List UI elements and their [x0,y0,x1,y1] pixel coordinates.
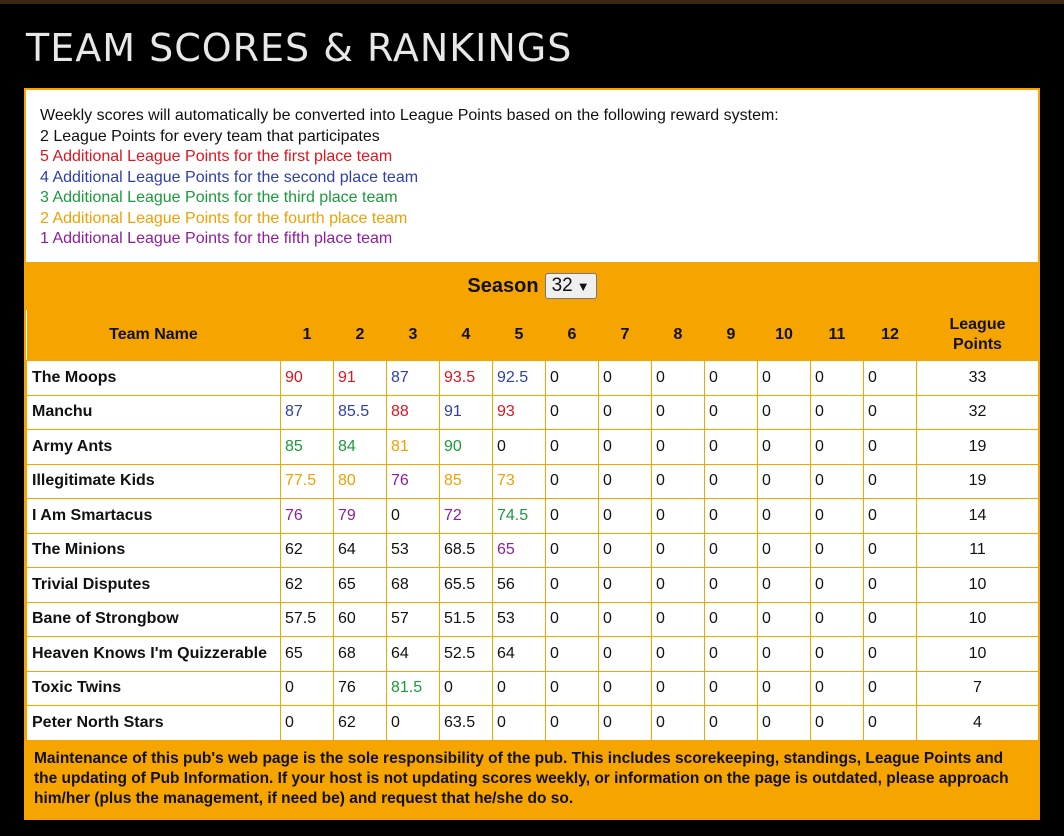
week-score: 79 [334,499,387,534]
maintenance-notice: Maintenance of this pub's web page is the sole responsibility of the pub. This includes scorekeeping, standings, League Points and the updating of Pub Information. If your host is not updating scores weekly, or information on the page is outdated, please approach him/her (plus the management, if need be) and request that he/she do so. [26,741,1038,819]
week-score: 76 [281,499,334,534]
week-score: 0 [652,706,705,741]
season-select[interactable] [545,273,597,299]
week-score: 53 [387,533,440,568]
week-score: 0 [546,568,599,603]
week-score: 0 [652,464,705,499]
league-points: 11 [917,533,1039,568]
week-score: 0 [705,671,758,706]
table-header-row [27,310,1039,361]
team-name: Peter North Stars [27,706,281,741]
reward-line: 4 Additional League Points for the second place team [40,168,419,186]
league-points: 10 [917,568,1039,603]
week-score: 0 [864,706,917,741]
reward-line: 1 Additional League Points for the fifth place team [40,230,393,247]
week-score: 73 [493,464,546,499]
week-score: 0 [652,361,705,396]
week-score: 0 [546,706,599,741]
week-score: 76 [334,671,387,706]
header-week: 3 [387,310,440,361]
week-score: 80 [334,464,387,499]
week-score: 68.5 [440,533,493,568]
week-score: 0 [546,464,599,499]
week-score: 0 [546,499,599,534]
week-score: 0 [652,430,705,465]
week-score: 0 [546,395,599,430]
week-score: 53 [493,602,546,637]
week-score: 65.5 [440,568,493,603]
week-score: 0 [599,395,652,430]
week-score: 0 [864,637,917,672]
week-score: 0 [864,395,917,430]
week-score: 68 [334,637,387,672]
week-score: 65 [493,533,546,568]
week-score: 0 [758,430,811,465]
week-score: 0 [758,361,811,396]
week-score: 0 [705,706,758,741]
week-score: 91 [334,361,387,396]
season-label: Season [467,274,539,297]
week-score: 0 [758,671,811,706]
week-score: 56 [493,568,546,603]
table-row [27,602,1039,637]
week-score: 87 [387,361,440,396]
week-score: 0 [599,671,652,706]
week-score: 0 [281,671,334,706]
week-score: 0 [387,499,440,534]
week-score: 0 [811,533,864,568]
week-score: 0 [811,430,864,465]
week-score: 0 [705,637,758,672]
header-week: 4 [440,310,493,361]
week-score: 0 [864,533,917,568]
week-score: 0 [864,568,917,603]
week-score: 0 [811,464,864,499]
table-row [27,499,1039,534]
week-score: 0 [281,706,334,741]
week-score: 0 [705,395,758,430]
table-row [27,671,1039,706]
week-score: 0 [546,361,599,396]
week-score: 0 [811,361,864,396]
week-score: 87 [281,395,334,430]
table-row [27,637,1039,672]
week-score: 63.5 [440,706,493,741]
week-score: 0 [758,568,811,603]
week-score: 0 [864,464,917,499]
week-score: 81 [387,430,440,465]
header-week: 8 [652,310,705,361]
week-score: 0 [864,430,917,465]
week-score: 60 [334,602,387,637]
week-score: 90 [440,430,493,465]
week-score: 0 [652,602,705,637]
week-score: 68 [387,568,440,603]
league-points: 4 [917,706,1039,741]
week-score: 0 [705,361,758,396]
week-score: 93.5 [440,361,493,396]
week-score: 85.5 [334,395,387,430]
league-points: 19 [917,464,1039,499]
reward-line: 2 Additional League Points for the fourth place team [40,209,408,227]
week-score: 64 [334,533,387,568]
team-name: Army Ants [27,430,281,465]
standings-table [26,310,1039,741]
week-score: 0 [705,430,758,465]
week-score: 72 [440,499,493,534]
week-score: 77.5 [281,464,334,499]
week-score: 57 [387,602,440,637]
week-score: 85 [281,430,334,465]
team-name: I Am Smartacus [27,499,281,534]
week-score: 0 [493,706,546,741]
week-score: 0 [864,499,917,534]
reward-line: 3 Additional League Points for the third place team [40,189,398,206]
page-title: TEAM SCORES & RANKINGS [26,26,573,70]
week-score: 0 [599,533,652,568]
week-score: 62 [334,706,387,741]
top-border [0,0,1064,4]
reward-info [26,90,1038,262]
week-score: 0 [758,533,811,568]
season-value: 32 [551,275,573,296]
week-score: 0 [546,602,599,637]
week-score: 0 [599,464,652,499]
header-week: 10 [758,310,811,361]
week-score: 0 [758,602,811,637]
team-name: The Minions [27,533,281,568]
week-score: 0 [652,671,705,706]
week-score: 85 [440,464,493,499]
season-bar [26,262,1038,310]
table-body [27,361,1039,741]
league-points: 10 [917,602,1039,637]
week-score: 0 [758,706,811,741]
week-score: 0 [758,464,811,499]
week-score: 0 [599,706,652,741]
week-score: 0 [705,499,758,534]
week-score: 0 [546,671,599,706]
week-score: 0 [440,671,493,706]
team-name: Manchu [27,395,281,430]
week-score: 0 [599,637,652,672]
week-score: 52.5 [440,637,493,672]
week-score: 0 [705,464,758,499]
team-name: Illegitimate Kids [27,464,281,499]
league-points: 14 [917,499,1039,534]
week-score: 0 [652,499,705,534]
week-score: 0 [758,499,811,534]
week-score: 0 [599,361,652,396]
week-score: 0 [546,637,599,672]
team-name: Trivial Disputes [27,568,281,603]
header-week: 5 [493,310,546,361]
week-score: 0 [864,671,917,706]
week-score: 0 [864,361,917,396]
week-score: 0 [652,568,705,603]
table-row [27,464,1039,499]
week-score: 0 [546,533,599,568]
week-score: 0 [864,602,917,637]
week-score: 0 [652,395,705,430]
week-score: 51.5 [440,602,493,637]
header-week: 1 [281,310,334,361]
week-score: 0 [599,568,652,603]
week-score: 0 [705,602,758,637]
week-score: 0 [811,706,864,741]
header-week: 2 [334,310,387,361]
week-score: 0 [811,637,864,672]
team-name: Heaven Knows I'm Quizzerable [27,637,281,672]
league-points: 10 [917,637,1039,672]
week-score: 0 [599,499,652,534]
week-score: 92.5 [493,361,546,396]
league-points: 19 [917,430,1039,465]
week-score: 0 [811,602,864,637]
week-score: 0 [811,499,864,534]
week-score: 0 [758,637,811,672]
league-points: 7 [917,671,1039,706]
scores-panel [24,88,1040,820]
dropdown-arrow-icon: ▼ [576,278,590,294]
header-team-name: Team Name [27,310,281,361]
week-score: 0 [493,430,546,465]
table-row [27,533,1039,568]
week-score: 0 [811,395,864,430]
header-week: 11 [811,310,864,361]
week-score: 84 [334,430,387,465]
week-score: 0 [599,430,652,465]
team-name: The Moops [27,361,281,396]
week-score: 0 [705,533,758,568]
week-score: 0 [493,671,546,706]
team-name: Toxic Twins [27,671,281,706]
week-score: 62 [281,533,334,568]
league-points: 32 [917,395,1039,430]
reward-line: Weekly scores will automatically be converted into League Points based on the following reward system: [40,107,779,124]
week-score: 0 [652,637,705,672]
week-score: 74.5 [493,499,546,534]
header-week: 7 [599,310,652,361]
week-score: 64 [493,637,546,672]
week-score: 81.5 [387,671,440,706]
week-score: 0 [546,430,599,465]
week-score: 0 [652,533,705,568]
week-score: 62 [281,568,334,603]
reward-line: 5 Additional League Points for the first place team [40,148,393,165]
week-score: 0 [811,671,864,706]
header-week: 6 [546,310,599,361]
header-week: 9 [705,310,758,361]
table-row [27,361,1039,396]
table-row [27,568,1039,603]
league-points: 33 [917,361,1039,396]
week-score: 88 [387,395,440,430]
table-row [27,706,1039,741]
week-score: 0 [387,706,440,741]
week-score: 57.5 [281,602,334,637]
reward-line: 2 League Points for every team that participates [40,127,380,145]
week-score: 64 [387,637,440,672]
week-score: 0 [705,568,758,603]
week-score: 90 [281,361,334,396]
week-score: 0 [599,602,652,637]
week-score: 91 [440,395,493,430]
week-score: 0 [758,395,811,430]
week-score: 0 [811,568,864,603]
header-league-points: League Points [917,310,1039,361]
week-score: 76 [387,464,440,499]
header-week: 12 [864,310,917,361]
week-score: 65 [281,637,334,672]
week-score: 65 [334,568,387,603]
table-row [27,395,1039,430]
week-score: 93 [493,395,546,430]
team-name: Bane of Strongbow [27,602,281,637]
table-row [27,430,1039,465]
